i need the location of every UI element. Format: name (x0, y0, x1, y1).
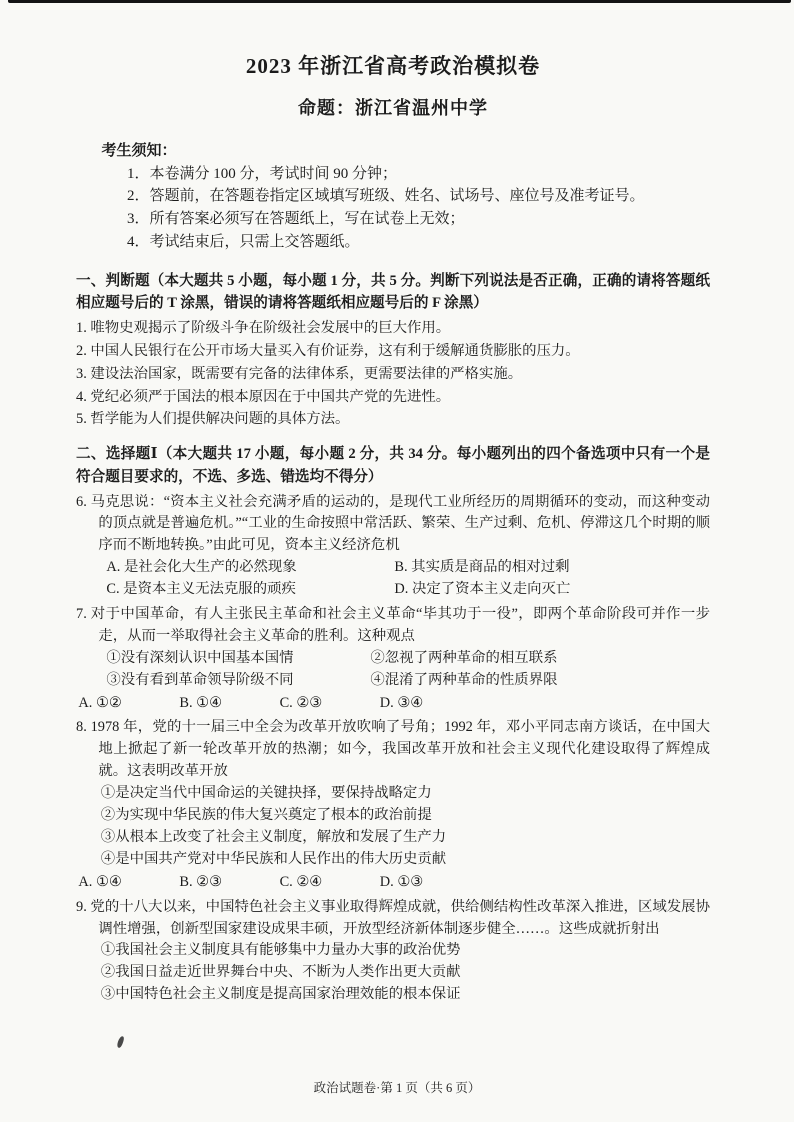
judgment-section-heading: 一、判断题（本大题共 5 小题，每小题 1 分，共 5 分。判断下列说法是否正确，正确的请将答题纸相应题号后的 T 涂黑，错误的请将答题纸相应题号后的 F 涂黑） (76, 272, 710, 312)
question-8-stem: 8. 1978 年，党的十一届三中全会为改革开放吹响了号角；1992 年，邓小平同志南方谈话，在中国大地上掀起了新一轮改革开放的热潮；如今，我国改革开放和社会主义现代化建设取得了辉煌成就。这表明改革开放 (76, 719, 710, 780)
question-8 (76, 717, 710, 893)
page-subtitle: 命题：浙江省温州中学 (298, 98, 488, 118)
question-7-answer-a: A. ①② (78, 694, 122, 711)
question-8-statement-3: ③从根本上改变了社会主义制度，解放和发展了生产力 (100, 828, 447, 845)
notice-item-2: 2．答题前，在答题卷指定区域填写班级、姓名、试场号、座位号及准考证号。 (127, 188, 645, 205)
question-9 (76, 897, 710, 1006)
question-8-answer-row (76, 872, 710, 894)
question-6 (76, 492, 710, 601)
question-7-statement-2: ②忽视了两种革命的相互联系 (370, 649, 558, 666)
question-9-statement-2: ②我国日益走近世界舞台中央、不断为人类作出更大贡献 (100, 964, 461, 981)
question-9-statement-3: ③中国特色社会主义制度是提高国家治理效能的根本保证 (100, 986, 461, 1003)
question-6-option-b: B. 其实质是商品的相对过剩 (394, 559, 570, 576)
question-7-statement-3: ③没有看到革命领导阶级不同 (106, 671, 294, 688)
question-7-statement-4: ④混淆了两种革命的性质界限 (370, 671, 558, 688)
question-7 (76, 604, 710, 714)
notice-item-3: 3．所有答案必须写在答题纸上，写在试卷上无效； (127, 211, 465, 228)
question-8-answer-b: B. ②③ (179, 873, 222, 890)
choice-section-heading: 二、选择题Ⅰ（本大题共 17 小题，每小题 2 分，共 34 分。每小题列出的四个备选项中只有一个是符合题目要求的，不选、多选、错选均不得分） (76, 446, 710, 485)
judgment-question-3: 3. 建设法治国家，既需要有完备的法律体系，更需要法律的严格实施。 (76, 365, 523, 382)
notice-section (76, 140, 710, 254)
judgment-question-2: 2. 中国人民银行在公开市场大量买入有价证券，这有利于缓解通货膨胀的压力。 (76, 342, 580, 359)
scan-speck-artifact (116, 1036, 124, 1049)
question-6-options (76, 557, 710, 601)
scan-edge-artifact (8, 0, 791, 3)
question-8-statement-1: ①是决定当代中国命运的关键抉择，要保持战略定力 (100, 785, 432, 802)
question-7-answer-d: D. ③④ (379, 694, 424, 711)
question-7-answer-row (76, 693, 710, 715)
question-7-statement-1: ①没有深刻认识中国基本国情 (106, 649, 294, 666)
question-7-stem: 7. 对于中国革命，有人主张民主革命和社会主义革命“毕其功于一役”，即两个革命阶段可并作一步走，从而一举取得社会主义革命的胜利。这种观点 (76, 606, 710, 644)
notice-item-4: 4．考试结束后，只需上交答题纸。 (127, 233, 360, 250)
judgment-question-1: 1. 唯物史观揭示了阶级斗争在阶级社会发展中的巨大作用。 (76, 319, 451, 336)
question-9-statements (76, 940, 710, 1006)
question-8-statement-4: ④是中国共产党对中华民族和人民作出的伟大历史贡献 (100, 850, 447, 867)
question-6-option-a: A. 是社会化大生产的必然现象 (106, 559, 297, 576)
question-8-answer-d: D. ①③ (379, 873, 424, 890)
question-6-option-d: D. 决定了资本主义走向灭亡 (394, 581, 571, 598)
section-judgment (76, 270, 710, 432)
question-7-answer-c: C. ②③ (279, 694, 323, 711)
judgment-question-4: 4. 党纪必须严于国法的根本原因在于中国共产党的先进性。 (76, 388, 451, 405)
question-9-statement-1: ①我国社会主义制度具有能够集中力量办大事的政治优势 (100, 942, 461, 959)
question-8-statement-2: ②为实现中华民族的伟大复兴奠定了根本的政治前提 (100, 807, 432, 824)
page-footer: 政治试题卷·第 1 页（共 6 页） (313, 1081, 481, 1095)
question-9-stem: 9. 党的十八大以来，中国特色社会主义事业取得辉煌成就，供给侧结构性改革深入推进，区域发展协调性增强，创新型国家建设成果丰硕，开放型经济新体制逐步健全……。这些成就折射出 (76, 898, 710, 937)
question-6-stem: 6. 马克思说：“资本主义社会充满矛盾的运动的，是现代工业所经历的周期循环的变动，而这种变动的顶点就是普遍危机。”“工业的生命按照中常活跃、繁荣、生产过剩、危机、停滞这几个时期的顺序而不断地转换。”由此可见，资本主义经济危机 (76, 493, 710, 554)
section-choice (76, 443, 710, 1006)
question-7-answer-b: B. ①④ (179, 694, 222, 711)
judgment-question-5: 5. 哲学能为人们提供解决问题的具体方法。 (76, 411, 350, 428)
question-8-statements (76, 783, 710, 871)
page-title: 2023 年浙江省高考政治模拟卷 (245, 54, 541, 78)
question-7-statements (76, 648, 710, 692)
question-8-answer-a: A. ①④ (78, 873, 122, 890)
question-8-answer-c: C. ②④ (279, 873, 323, 890)
question-6-option-c: C. 是资本主义无法克服的顽疾 (106, 581, 296, 598)
notice-heading: 考生须知： (101, 143, 177, 159)
notice-item-1: 1．本卷满分 100 分，考试时间 90 分钟； (127, 165, 398, 182)
